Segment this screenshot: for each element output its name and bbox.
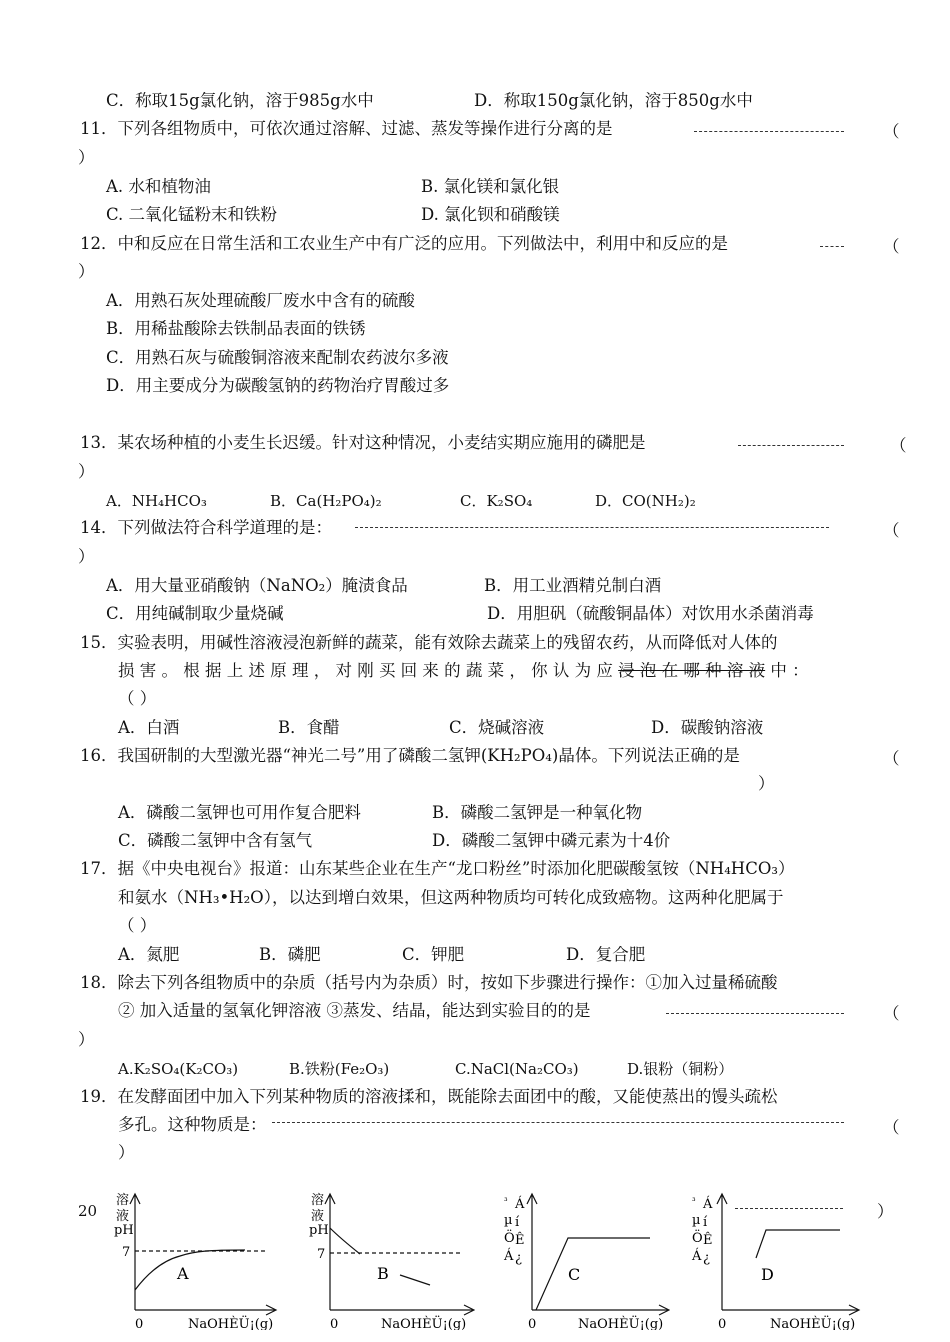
graph-d	[688, 1190, 863, 1330]
q19-right-paren: ）	[118, 1143, 135, 1162]
q11-answer-blank	[694, 131, 844, 132]
graph-a-xlabel: NaOHÈÜ¡(g)	[188, 1317, 274, 1330]
graph-b-ylabel-2: 液	[311, 1209, 325, 1224]
graph-b-seven: 7	[317, 1247, 326, 1262]
q15-answer-paren: （ ）	[118, 689, 157, 708]
q11-right-paren: ）	[78, 148, 95, 167]
graph-d-ylabel-8: ¿	[703, 1251, 710, 1266]
graph-c	[500, 1190, 670, 1330]
q16-right-paren: ）	[758, 774, 775, 793]
graph-d-ylabel-6: Ê	[703, 1233, 713, 1248]
graph-c-xlabel: NaOHÈÜ¡(g)	[578, 1317, 664, 1330]
graph-c-ylabel-7: Á	[504, 1249, 514, 1264]
graph-c-ylabel-6: Ê	[515, 1233, 525, 1248]
q12-answer-blank	[820, 246, 844, 247]
graph-a-origin: 0	[135, 1317, 144, 1330]
q13-stem: 13．某农场种植的小麦生长迟缓。针对这种情况，小麦结实期应施用的磷肥是	[80, 433, 646, 452]
q13-option-a: A．NH₄HCO₃	[106, 492, 207, 510]
q12-stem: 12．中和反应在日常生活和工农业生产中有广泛的应用。下列做法中，利用中和反应的是	[80, 234, 728, 253]
q16-left-paren: （	[883, 749, 900, 768]
q11-option-d: D. 氯化钡和硝酸镁	[421, 205, 560, 224]
q14-option-d: D．用胆矾（硫酸铜晶体）对饮用水杀菌消毒	[487, 604, 814, 623]
graph-c-ylabel-2: Á	[515, 1197, 525, 1212]
graph-a-curve	[135, 1250, 245, 1290]
graph-b-origin: 0	[330, 1317, 339, 1330]
q19-stem-line1: 19．在发酵面团中加入下列某种物质的溶液揉和，既能除去面团中的酸，又能使蒸出的馒头疏松	[80, 1087, 778, 1106]
q16-option-a: A．磷酸二氢钾也可用作复合肥料	[118, 803, 361, 822]
q12-option-c: C．用熟石灰与硫酸铜溶液来配制农药波尔多液	[106, 348, 449, 367]
graph-b-curve-lower	[400, 1275, 430, 1285]
graph-c-letter: C	[568, 1265, 581, 1284]
graph-b-xlabel: NaOHÈÜ¡(g)	[381, 1317, 467, 1330]
q12-left-paren: （	[883, 237, 900, 256]
q15-stem-line2b: 浸 泡 在 哪 种 溶 液	[618, 661, 766, 680]
q14-answer-blank	[355, 527, 829, 528]
q17-option-b: B．磷肥	[259, 945, 321, 964]
q10-option-d: D．称取150g氯化钠，溶于850g水中	[474, 91, 753, 110]
q15-stem-line2c: 中 ：	[765, 661, 809, 680]
q13-option-b: B．Ca(H₂PO₄)₂	[270, 492, 382, 510]
q13-right-paren: ）	[78, 462, 95, 481]
q11-option-c: C. 二氧化锰粉末和铁粉	[106, 205, 278, 224]
q17-option-d: D．复合肥	[566, 945, 646, 964]
q15-stem-line1: 15．实验表明，用碱性溶液浸泡新鲜的蔬菜，能有效除去蔬菜上的残留农药，从而降低对人体的	[80, 633, 778, 652]
q11-left-paren: （	[883, 122, 900, 141]
q18-option-d: D.银粉（铜粉）	[627, 1060, 734, 1078]
q15-stem-line2a: 损 害 。 根 据 上 述 原 理 ， 对 刚 买 回 来 的 蔬 菜 ， 你 认 为 应	[118, 661, 619, 680]
q18-option-b: B.铁粉(Fe₂O₃)	[289, 1060, 390, 1078]
q18-answer-blank	[666, 1013, 844, 1014]
q14-option-c: C．用纯碱制取少量烧碱	[106, 604, 284, 623]
q14-right-paren: ）	[78, 547, 95, 566]
q13-option-d: D．CO(NH₂)₂	[595, 492, 696, 510]
q17-answer-paren: （ ）	[118, 916, 157, 935]
q18-left-paren: （	[883, 1004, 900, 1023]
graph-a-ylabel-1: 溶	[116, 1193, 130, 1208]
q15-option-d: D．碳酸钠溶液	[651, 718, 764, 737]
q18-option-a: A.K₂SO₄(K₂CO₃)	[118, 1060, 239, 1078]
graph-c-ylabel-8: ¿	[515, 1251, 522, 1266]
q10-option-c: C．称取15g氯化钠，溶于985g水中	[106, 91, 374, 110]
graph-c-ylabel-4: í	[515, 1215, 520, 1230]
graph-c-ylabel-3: µ	[504, 1213, 513, 1228]
q12-right-paren: ）	[78, 262, 95, 281]
graph-b-curve-upper	[330, 1228, 360, 1254]
q11-option-a: A. 水和植物油	[106, 177, 211, 196]
q16-option-c: C．磷酸二氢钾中含有氢气	[118, 831, 313, 850]
graph-d-ylabel-5: Ö	[692, 1231, 703, 1246]
graph-d-ylabel-1: ³	[692, 1197, 696, 1207]
q18-option-c: C.NaCl(Na₂CO₃)	[455, 1060, 579, 1078]
graph-b	[305, 1190, 475, 1330]
q12-option-a: A．用熟石灰处理硫酸厂废水中含有的硫酸	[106, 291, 415, 310]
q13-answer-blank	[738, 445, 844, 446]
q12-option-b: B．用稀盐酸除去铁制品表面的铁锈	[106, 319, 366, 338]
q11-option-b: B. 氯化镁和氯化银	[421, 177, 560, 196]
q14-option-b: B．用工业酒精兑制白酒	[484, 576, 662, 595]
q17-stem-line2: 和氨水（NH₃•H₂O），以达到增白效果，但这两种物质均可转化成致癌物。这两种化肥属于	[118, 888, 784, 907]
q14-option-a: A．用大量亚硝酸钠（NaNO₂）腌渍食品	[106, 576, 408, 595]
q17-stem-line1: 17．据《中央电视台》报道：山东某些企业在生产“龙口粉丝”时添加化肥碳酸氢铵（NH₄HCO₃）	[80, 859, 795, 878]
q17-option-c: C．钾肥	[402, 945, 465, 964]
graph-c-ylabel-1: ³	[504, 1197, 508, 1207]
q18-stem-line2: ② 加入适量的氢氧化钾溶液 ③蒸发、结晶，能达到实验目的的是	[118, 1001, 591, 1020]
graph-c-ylabel-5: Ö	[504, 1231, 515, 1246]
graph-b-ylabel-1: 溶	[311, 1193, 325, 1208]
q16-option-b: B．磷酸二氢钾是一种氧化物	[432, 803, 643, 822]
graph-d-ylabel-4: í	[703, 1215, 708, 1230]
q16-stem: 16．我国研制的大型激光器“神光二号”用了磷酸二氢钾(KH₂PO₄)晶体。下列说法正确的是	[80, 746, 740, 765]
q19-answer-blank	[272, 1122, 844, 1123]
q13-left-paren: （	[890, 436, 907, 455]
q17-option-a: A．氮肥	[118, 945, 180, 964]
graph-b-letter: B	[377, 1264, 389, 1283]
graph-a	[110, 1190, 280, 1330]
graph-d-line	[756, 1230, 840, 1258]
q15-stem-line2	[118, 660, 809, 682]
q15-option-c: C．烧碱溶液	[449, 718, 545, 737]
q14-stem: 14．下列做法符合科学道理的是：	[80, 518, 332, 537]
graph-a-ylabel-2: 液	[116, 1209, 130, 1224]
graph-d-letter: D	[761, 1265, 774, 1284]
q14-left-paren: （	[883, 521, 900, 540]
q19-left-paren: （	[883, 1118, 900, 1137]
q18-stem-line1: 18．除去下列各组物质中的杂质（括号内为杂质）时，按如下步骤进行操作：①加入过量稀硫酸	[80, 973, 778, 992]
graph-d-xlabel: NaOHÈÜ¡(g)	[770, 1317, 856, 1330]
graph-b-ylabel-3: pH	[309, 1223, 329, 1238]
graph-d-ylabel-3: µ	[692, 1213, 701, 1228]
graph-d-ylabel-2: Á	[703, 1197, 713, 1212]
graph-c-origin: 0	[528, 1317, 537, 1330]
graph-a-ylabel-3: pH	[114, 1223, 134, 1238]
graph-d-origin: 0	[718, 1317, 727, 1330]
graph-c-line	[536, 1238, 650, 1310]
graph-a-letter: A	[177, 1264, 189, 1283]
q16-option-d: D．磷酸二氢钾中磷元素为十4价	[432, 831, 671, 850]
q13-option-c: C．K₂SO₄	[460, 492, 533, 510]
q20-right-paren: ）	[877, 1202, 894, 1221]
q20-number: 20	[78, 1202, 98, 1220]
graph-d-ylabel-7: Á	[692, 1249, 702, 1264]
q12-option-d: D．用主要成分为碳酸氢钠的药物治疗胃酸过多	[106, 376, 450, 395]
q15-option-b: B．食醋	[278, 718, 340, 737]
q11-stem: 11．下列各组物质中，可依次通过溶解、过滤、蒸发等操作进行分离的是	[80, 119, 613, 138]
graph-a-seven: 7	[122, 1245, 131, 1260]
q18-right-paren: ）	[78, 1030, 95, 1049]
q19-stem-line2: 多孔。这种物质是：	[118, 1115, 267, 1134]
q15-option-a: A．白酒	[118, 718, 180, 737]
